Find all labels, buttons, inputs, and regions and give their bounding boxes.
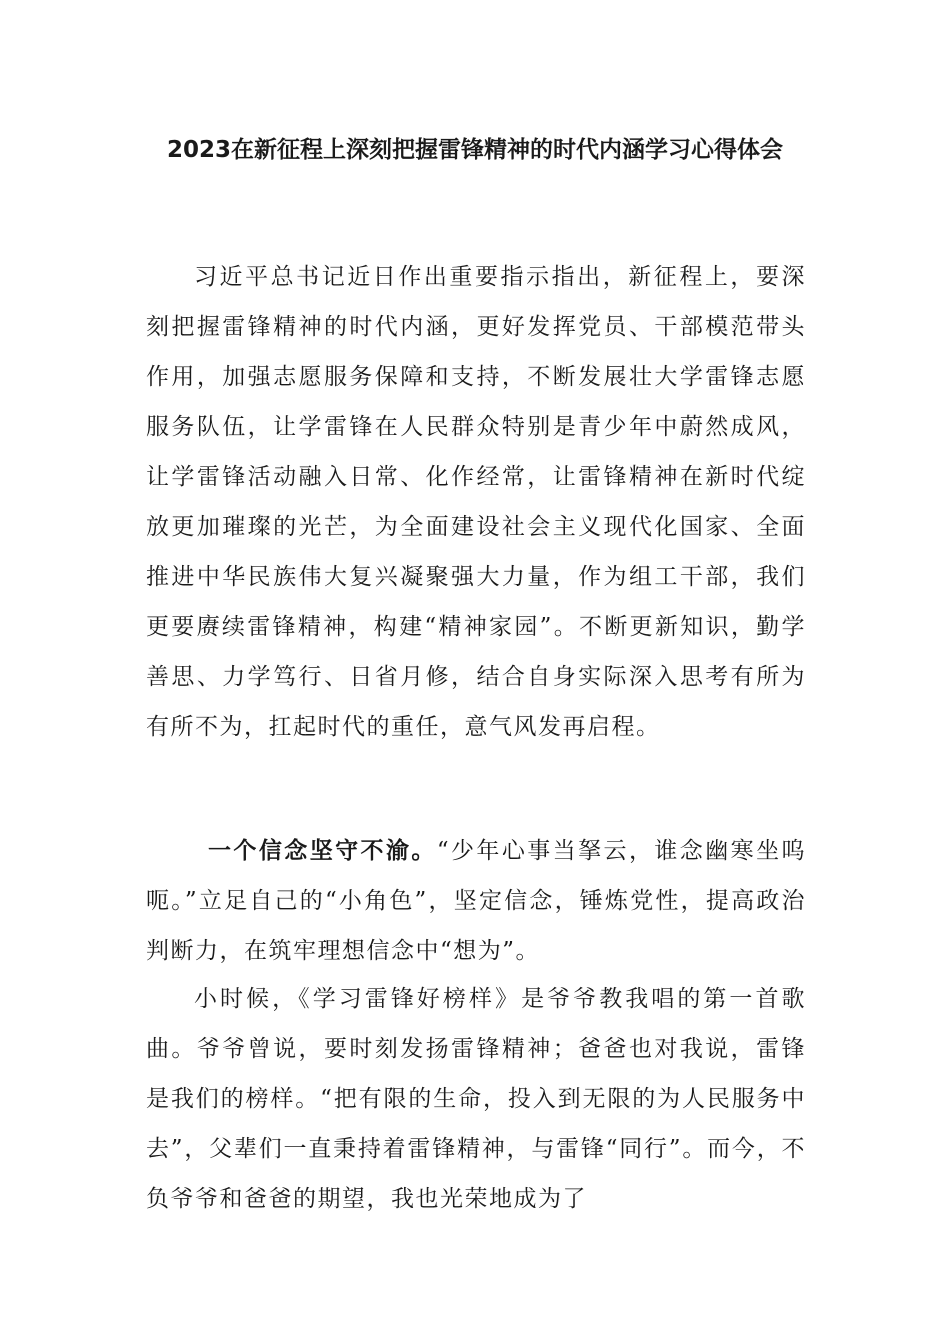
paragraph-belief-text: “少年心事当拏云，谁念幽寒坐呜呃。”立足自己的“小角色”，坚定信念，锤炼党性，提高政治判断力，在筑牢理想信念中“想为”。 [146, 838, 806, 964]
document-title: 2023在新征程上深刻把握雷锋精神的时代内涵学习心得体会 [166, 137, 783, 163]
paragraph-intro: 习近平总书记近日作出重要指示指出，新征程上，要深刻把握雷锋精神的时代内涵，更好发挥党员、干部模范带头作用，加强志愿服务保障和支持，不断发展壮大学雷锋志愿服务队伍，让学雷锋在人民群众特别是青少年中蔚然成风，让学雷锋活动融入日常、化作经常，让雷锋精神在新时代绽放更加璀璨的光芒，为全面建设社会主义现代化国家、全面推进中华民族伟大复兴凝聚强大力量，作为组工干部，我们更要赓续雷锋精神，构建“精神家园”。不断更新知识，勤学善思、力学笃行、日省月修，结合自身实际深入思考有所为有所不为，扛起时代的重任，意气风发再启程。 [146, 264, 806, 740]
paragraph-lead-heading: 一个信念坚守不渝。 [208, 838, 437, 864]
paragraph-belief [146, 826, 806, 976]
paragraph-childhood: 小时候，《学习雷锋好榜样》是爷爷教我唱的第一首歌曲。爷爷曾说，要时刻发扬雷锋精神；爸爸也对我说，雷锋是我们的榜样。“把有限的生命，投入到无限的为人民服务中去”，父辈们一直秉持着雷锋精神，与雷锋“同行”。而今，不负爷爷和爸爸的期望，我也光荣地成为了 [146, 986, 806, 1212]
